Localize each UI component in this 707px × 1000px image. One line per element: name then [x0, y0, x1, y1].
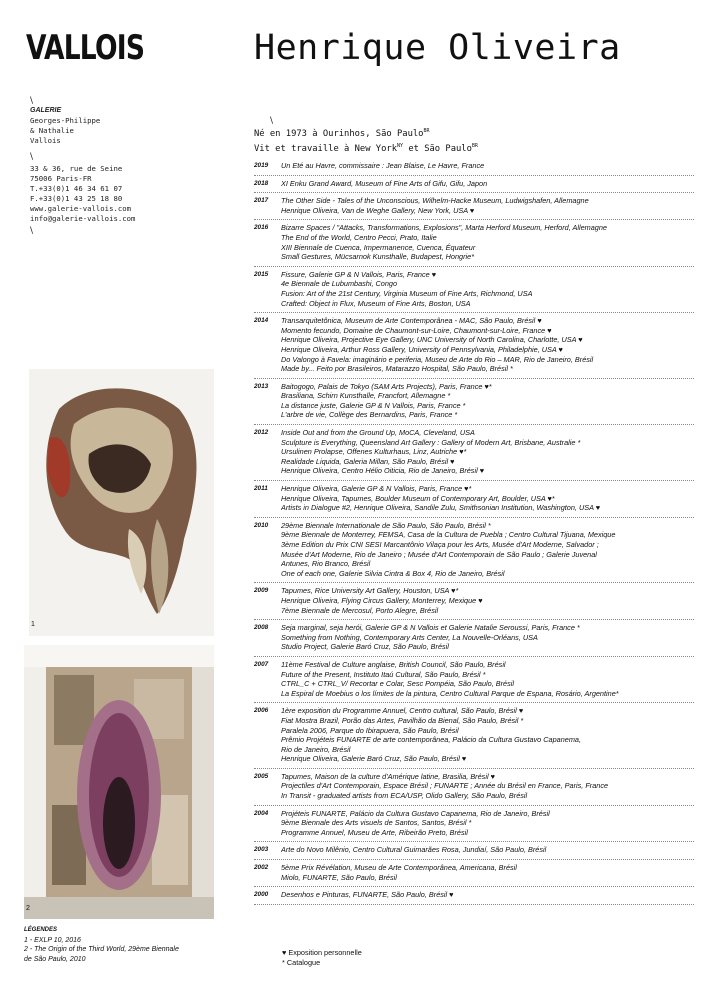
artwork-2-illustration [24, 645, 214, 919]
exhibition-lines [281, 161, 694, 171]
exhibition-item: Henrique Oliveira, Projective Eye Gallery, UNC University of North Carolina, Charlotte, USA ♥ [281, 335, 583, 345]
exhibition-item: Seja marginal, seja herói, Galerie GP & N Vallois et Galerie Natalie Seroussi, Paris, France * [281, 623, 580, 633]
exhibition-item: Un Eté au Havre, commissaire : Jean Blaise, Le Havre, France [281, 161, 485, 170]
catalogue-note: * Catalogue [282, 957, 321, 967]
phone-line: T.+33(0)1 46 34 61 07 [30, 184, 123, 193]
exhibition-lines [281, 179, 694, 189]
legend-line: de São Paulo, 2010 [24, 955, 86, 963]
exhibition-year: 2014 [254, 317, 269, 325]
exhibition-lines [281, 428, 694, 476]
gallery-name-block [30, 106, 100, 146]
exhibition-item: Fiat Mostra Brazil, Porão das Artes, Pavilhão da Bienal, São Paulo, Brésil * [281, 715, 524, 725]
artwork-photo-1 [29, 369, 214, 636]
exhibition-item: Baitogogo, Palais de Tokyo (SAM Arts Projects), Paris, France ♥* [281, 381, 492, 391]
exhibition-item: Prêmio Projéteis FUNARTE de arte contemporânea, Palácio da Cultura Gustavo Capanema, [281, 735, 581, 745]
gallery-name-line: & Nathalie [30, 126, 74, 135]
exhibition-year-entry [254, 518, 694, 584]
exhibition-item: One of each one, Galerie Silvia Cintra & Box 4, Rio de Janeiro, Brésil [281, 568, 505, 578]
exhibition-year: 2007 [254, 660, 269, 668]
artist-name-title: Henrique Oliveira [254, 28, 621, 68]
solo-show-note: ♥ Exposition personnelle [282, 948, 362, 957]
notes-block [282, 948, 362, 967]
exhibition-item: Momento fecundo, Domaine de Chaumont-sur-Loire, Chaumont-sur-Loire, France ♥ [281, 325, 552, 335]
exhibition-item: CTRL_C + CTRL_V/ Recortar e Colar, Sesc Pompéia, São Paulo, Brésil [281, 679, 514, 689]
exhibition-lines [281, 586, 694, 615]
exhibition-year: 2019 [254, 162, 269, 169]
exhibition-year-entry [254, 806, 694, 843]
exhibition-year: 2017 [254, 197, 269, 205]
exhibition-item: Future of the Present, Instituto Itaú Cultural, São Paulo, Brésil * [281, 669, 486, 679]
exhibition-item: 11ème Festival de Culture anglaise, British Council, São Paulo, Brésil [281, 659, 506, 669]
exhibition-year: 2012 [254, 429, 269, 437]
exhibition-item: Rio de Janeiro, Brésil [281, 744, 351, 754]
exhibition-year-entry [254, 176, 694, 194]
exhibition-lines [281, 772, 694, 801]
exhibition-item: Tapumes, Maison de la culture d'Amérique latine, Brasilia, Brésil ♥ [281, 771, 495, 781]
exhibition-item: Paralela 2006, Parque do Ibirapuera, São Paulo, Brésil [281, 725, 459, 735]
lives-city-code: NY [397, 142, 404, 149]
exhibition-list [254, 158, 694, 905]
exhibition-year: 2010 [254, 521, 269, 529]
exhibition-item: The Other Side - Tales of the Unconscious, Wilhelm-Hacke Museum, Ludwigshafen, Allemagne [281, 196, 589, 206]
website-link[interactable]: www.galerie-vallois.com [30, 204, 132, 213]
lives-line [254, 140, 478, 155]
exhibition-year: 2016 [254, 224, 269, 232]
exhibition-lines [281, 223, 694, 261]
gallery-name-line: Vallois [30, 136, 61, 145]
exhibition-lines [281, 845, 694, 855]
exhibition-item: Tapumes, Rice University Art Gallery, Houston, USA ♥* [281, 586, 459, 596]
exhibition-item: Studio Project, Galerie Baró Cruz, São Paulo, Brésil [281, 642, 449, 652]
figure-number: 1 [31, 621, 35, 628]
exhibition-year-entry [254, 583, 694, 620]
exhibition-item: Realidade Liquida, Galeria Millan, São Paulo, Brésil ♥ [281, 456, 455, 466]
exhibition-item: 1ère exposition du Programme Annuel, Centro cultural, São Paulo, Brésil ♥ [281, 706, 524, 716]
exhibition-item: Brasiliana, Schirn Kunsthalle, Francfort, Allemagne * [281, 391, 451, 401]
exhibition-lines [281, 484, 694, 513]
exhibition-item: Small Gestures, Mücsarnok Kunsthalle, Budapest, Hongrie* [281, 252, 475, 262]
exhibition-year: 2008 [254, 624, 269, 632]
exhibition-year: 2005 [254, 772, 269, 780]
exhibition-item: Musée d'Art Moderne, Rio de Janeiro ; Musée d'Art Contemporain de São Paulo ; Galerie Juvenal [281, 549, 597, 559]
fax-line: F.+33(0)1 43 25 18 80 [30, 194, 123, 203]
gallery-name-line: Georges-Philippe [30, 116, 101, 125]
born-country: BR [423, 128, 430, 134]
exhibition-item: 5ème Prix Révélation, Museu de Arte Contemporânea, Americana, Brésil [281, 863, 517, 873]
exhibition-item: Henrique Oliveira, Arthur Ross Gallery, University of Pennsylvania, Philadelphie, USA ♥ [281, 344, 563, 354]
exhibition-item: Henrique Oliveira, Flying Circus Gallery, Monterrey, Mexique ♥ [281, 595, 483, 605]
exhibition-item: Transarquitetônica, Museum de Arte Contemporânea - MAC, São Paulo, Brésil ♥ [281, 316, 542, 326]
legend-title: LÉGENDES [24, 927, 58, 933]
tick-mark-icon: \ [30, 226, 34, 236]
exhibition-item: 9ème Biennale des Arts visuels de Santos, Santos, Brésil * [281, 818, 472, 828]
exhibition-year: 2003 [254, 846, 269, 854]
exhibition-item: 7ème Biennale de Mercosul, Porto Alegre, Brésil [281, 605, 439, 615]
exhibition-lines [281, 316, 694, 374]
bio-block [254, 125, 478, 155]
lives-and-text: et São Paulo [403, 143, 472, 154]
exhibition-item: Artists in Dialogue #2, Henrique Oliveira, Sandile Zulu, Smithsonian Institution, Washington, USA ♥ [281, 503, 601, 513]
exhibition-item: XIII Biennale de Cuenca, Impermanence, Cuenca, Équateur [281, 242, 476, 252]
gallery-address-block [30, 164, 135, 224]
exhibition-item: In Transit - graduated artists from ECA/USP, Olido Gallery, São Paulo, Brésil [281, 791, 528, 801]
exhibition-year-entry [254, 425, 694, 481]
exhibition-lines [281, 623, 694, 652]
exhibition-year: 2000 [254, 891, 269, 899]
tick-mark-icon: \ [30, 96, 34, 106]
exhibition-year: 2013 [254, 382, 269, 390]
exhibition-year: 2002 [254, 864, 269, 872]
exhibition-item: Inside Out and from the Ground Up, MoCA, Cleveland, USA [281, 428, 475, 438]
lives-country-code: BR [471, 142, 478, 149]
gallery-label: GALERIE [30, 107, 62, 114]
email-link[interactable]: info@galerie-vallois.com [30, 214, 136, 223]
exhibition-lines [281, 196, 694, 215]
legend-line: 1 - EXLP 10, 2016 [24, 936, 81, 944]
exhibition-lines [281, 382, 694, 420]
exhibition-item: Projectiles d'Art Contemporain, Espace Brésil ; FUNARTE ; Année du Brésil en France, Paris, France [281, 781, 609, 791]
exhibition-year-entry [254, 887, 694, 905]
exhibition-item: Fusion: Art of the 21st Century, Virginia Museum of Fine Arts, Richmond, USA [281, 288, 533, 298]
born-line [254, 125, 478, 140]
legend-block [24, 926, 179, 964]
exhibition-item: Crafted: Object in Flux, Museum of Fine Arts, Boston, USA [281, 298, 471, 308]
exhibition-year-entry [254, 703, 694, 769]
exhibition-year-entry [254, 158, 694, 176]
lives-text: Vit et travaille à New York [254, 143, 397, 154]
exhibition-lines [281, 890, 694, 900]
exhibition-item: Made by... Feito por Brasileiros, Matarazzo Hospital, São Paulo, Brésil * [281, 364, 513, 374]
exhibition-lines [281, 706, 694, 764]
exhibition-item: Fissure, Galerie GP & N Vallois, Paris, France ♥ [281, 269, 437, 279]
figure-number: 2 [26, 905, 30, 912]
exhibition-year-entry [254, 657, 694, 703]
exhibition-item: Do Valongo à Favela: imaginário e periferia, Museu de Arte do Rio – MAR, Rio de Janeiro, Brésil [281, 354, 594, 364]
exhibition-item: XI Enku Grand Award, Museum of Fine Arts of Gifu, Gifu, Japon [281, 178, 488, 188]
exhibition-item: Henrique Oliveira, Van de Weghe Gallery, New York, USA ♥ [281, 205, 475, 215]
exhibition-item: Arte do Novo Milênio, Centro Cultural Guimarães Rosa, Jundiaí, São Paulo, Brésil [281, 845, 547, 855]
exhibition-item: Ursulinen Prolapse, Offenes Kulturhaus, Linz, Autriche ♥* [281, 447, 467, 457]
exhibition-lines [281, 660, 694, 698]
exhibition-year: 2018 [254, 179, 269, 187]
address-line: 75006 Paris-FR [30, 174, 92, 183]
tick-mark-icon: \ [30, 152, 34, 162]
exhibition-item: Something from Nothing, Contemporary Arts Center, La Nouvelle-Orléans, USA [281, 632, 538, 642]
exhibition-year-entry [254, 481, 694, 518]
exhibition-item: 29ème Biennale Internationale de São Paulo, São Paulo, Brésil * [281, 520, 491, 530]
born-text: Né en 1973 à Ourinhos, São Paulo [254, 128, 424, 139]
exhibition-item: Antunes, Rio Branco, Brésil [281, 559, 371, 569]
exhibition-item: La distance juste, Galerie GP & N Vallois, Paris, France * [281, 400, 466, 410]
artwork-photo-2 [24, 645, 214, 919]
exhibition-year-entry [254, 193, 694, 220]
exhibition-item: Miolo, FUNARTE, São Paulo, Brésil [281, 872, 397, 882]
exhibition-item: Henrique Oliveira, Galerie Baró Cruz, São Paulo, Brésil ♥ [281, 754, 467, 764]
exhibition-item: 3ème Edition du Prix CNI SESI Marcantônio Vilaça pour les Arts, Musée d'Art Moderne, Salvador ; [281, 540, 599, 549]
exhibition-item: 4e Biennale de Lubumbashi, Congo [281, 279, 398, 289]
exhibition-item: Bizarre Spaces / "Attacks, Transformations, Explosions", Marta Herford Museum, Herford, Allemagne [281, 223, 607, 233]
exhibition-item: L'arbre de vie, Collège des Bernardins, Paris, France * [281, 410, 458, 420]
exhibition-year: 2004 [254, 809, 269, 817]
exhibition-item: Sculpture is Everything, Queensland Art Gallery : Gallery of Modern Art, Brisbane, Australie * [281, 437, 581, 447]
tick-mark-icon: \ [270, 116, 274, 126]
exhibition-item: Henrique Oliveira, Galerie GP & N Vallois, Paris, France ♥* [281, 484, 472, 494]
exhibition-year: 2009 [254, 587, 269, 595]
exhibition-item: La Espiral de Moebius o los límites de la pintura, Centro Cultural Parque de Espana, Rosário, Argentine* [281, 688, 619, 698]
exhibition-year: 2015 [254, 270, 269, 278]
exhibition-item: Henrique Oliveira, Centro Hélio Oiticia, Rio de Janeiro, Brésil ♥ [281, 466, 485, 476]
exhibition-year-entry [254, 860, 694, 887]
exhibition-item: The End of the World, Centro Pecci, Prato, Italie [281, 232, 437, 242]
exhibition-item: Desenhos e Pinturas, FUNARTE, São Paulo, Brésil ♥ [281, 890, 454, 900]
exhibition-year-entry [254, 313, 694, 379]
exhibition-year-entry [254, 267, 694, 313]
exhibition-lines [281, 863, 694, 882]
exhibition-year: 2006 [254, 707, 269, 715]
exhibition-year-entry [254, 769, 694, 806]
exhibition-year-entry [254, 842, 694, 860]
legend-line: 2 - The Origin of the Third World, 29ème Biennale [24, 946, 179, 953]
exhibition-item: Projéteis FUNARTE, Palácio da Cultura Gustavo Capanema, Rio de Janeiro, Brésil [281, 808, 550, 818]
address-line: 33 & 36, rue de Seine [30, 164, 123, 173]
exhibition-lines [281, 521, 694, 579]
exhibition-year-entry [254, 620, 694, 657]
exhibition-lines [281, 270, 694, 308]
artwork-1-illustration [29, 369, 214, 636]
gallery-logo: VALLOIS [26, 28, 145, 68]
exhibition-year: 2011 [254, 485, 268, 493]
exhibition-item: Programme Annuel, Museu de Arte, Ribeirão Preto, Brésil [281, 827, 468, 837]
exhibition-lines [281, 809, 694, 838]
exhibition-year-entry [254, 220, 694, 266]
exhibition-item: Henrique Oliveira, Tapumes, Boulder Museum of Contemporary Art, Boulder, USA ♥* [281, 493, 555, 503]
exhibition-year-entry [254, 379, 694, 425]
exhibition-item: 9ème Biennale de Monterrey, FEMSA, Casa de la Cultura de Puebla ; Centro Cultural Tijuana, Mexique [281, 530, 616, 540]
